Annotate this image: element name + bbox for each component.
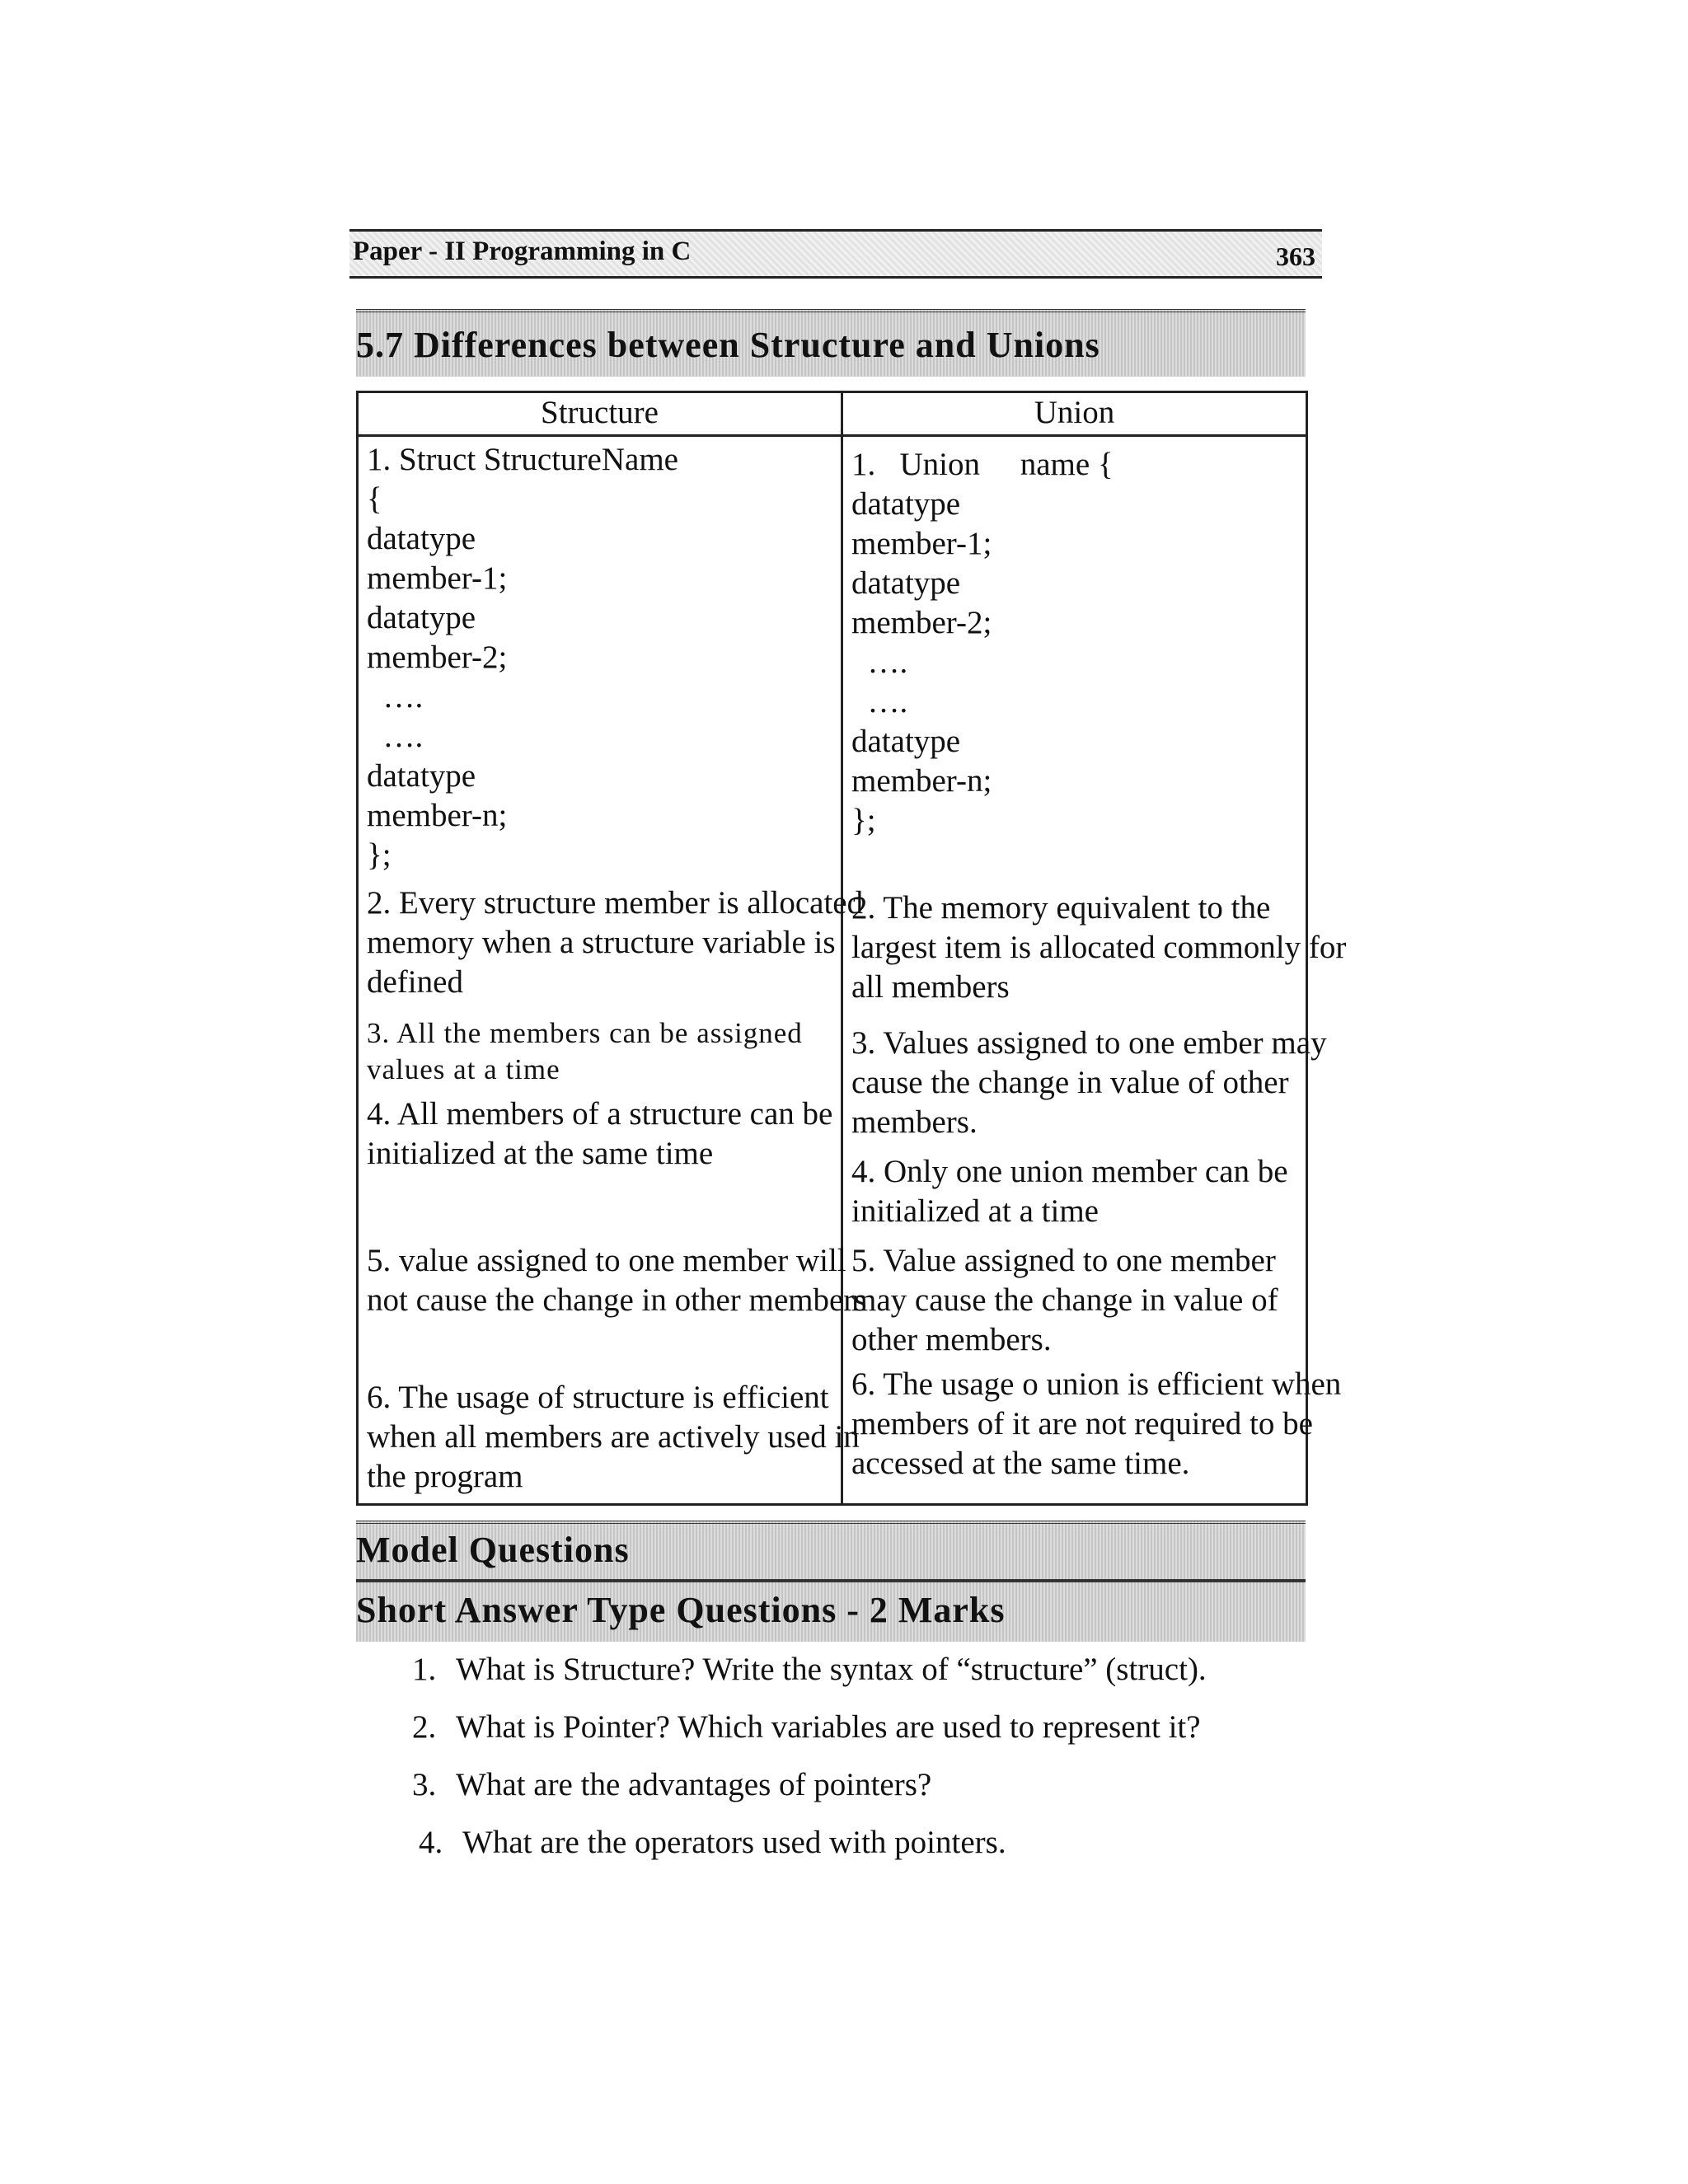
text-line: datatype [851,565,961,601]
table-row [358,1231,1307,1360]
question-text: What is Pointer? Which variables are used to represent it? [456,1709,1201,1745]
text-line: the program [367,1459,523,1494]
text-line: may cause the change in value of [851,1282,1278,1318]
list-item [412,1821,1319,1879]
structure-cell [358,436,842,884]
text-line: }; [367,837,392,873]
text-line: values at a time [367,1053,560,1085]
model-questions-heading: Model Questions [356,1530,630,1570]
text-line: …. [367,719,424,754]
text-line: initialized at a time [851,1193,1099,1229]
text-line: 1. Union name { [851,447,1114,482]
question-number: 2. [412,1709,437,1745]
structure-column-header: Structure [358,392,842,436]
table-row [358,883,1307,1010]
structure-cell [358,883,864,1010]
question-number: 4. [419,1825,443,1860]
union-cell [842,1231,1307,1360]
table-row [358,1360,1307,1505]
text-line: 5. value assigned to one member will [367,1243,846,1278]
question-text: What are the advantages of pointers? [456,1767,932,1802]
list-item [412,1648,1319,1706]
question-list [412,1648,1319,1879]
text-line: 5. Value assigned to one member [851,1243,1276,1278]
page-number: 363 [1276,241,1315,271]
section-heading-band [356,309,1306,377]
union-cell [842,1360,1342,1505]
text-line: cause the change in value of other [851,1065,1289,1100]
text-line: member-n; [367,798,508,833]
text-line: members. [851,1104,978,1140]
question-number: 1. [412,1652,437,1687]
text-line: members of it are not required to be [851,1406,1313,1441]
text-line: …. [851,684,908,719]
text-line: …. [851,644,908,680]
union-cell [842,1010,1327,1231]
text-line: 2. Every structure member is allocated [367,885,864,921]
text-line: 6. The usage of structure is efficient [367,1380,829,1415]
text-line: other members. [851,1322,1052,1357]
text-line: 3. All the members can be assigned [367,1017,803,1049]
text-line: defined [367,964,463,1000]
comparison-table [356,391,1347,1506]
page-header [349,229,1322,279]
short-answer-heading: Short Answer Type Questions - 2 Marks [356,1590,1006,1630]
text-line: datatype [367,600,476,635]
section-title: 5.7 Differences between Structure and Unions [356,325,1100,365]
table-row [358,1010,1307,1231]
text-line: 6. The usage o union is efficient when [851,1366,1342,1402]
text-line: datatype [367,758,476,794]
text-line: …. [367,679,424,715]
text-line: member-1; [851,526,992,561]
text-line: accessed at the same time. [851,1446,1190,1481]
text-line: { [367,481,382,517]
text-line: member-n; [851,763,992,799]
text-line: datatype [367,521,476,556]
header-title: Paper - II Programming in C [353,237,692,266]
text-line: member-1; [367,560,508,596]
text-line: datatype [851,486,961,522]
text-line: initialized at the same time [367,1136,714,1171]
list-item [412,1764,1319,1821]
question-text: What are the operators used with pointers. [462,1825,1006,1860]
text-line: not cause the change in other members [367,1282,867,1318]
text-line: memory when a structure variable is [367,925,836,960]
table-row [358,436,1307,884]
text-line: member-2; [367,640,508,675]
question-number: 3. [412,1767,437,1802]
question-text: What is Structure? Write the syntax of “structure” (struct). [456,1652,1207,1687]
text-line: 3. Values assigned to one ember may [851,1025,1327,1061]
text-line: 2. The memory equivalent to the [851,890,1271,926]
text-line: }; [851,803,876,838]
union-cell [842,883,1347,1010]
structure-cell [358,1231,867,1360]
text-line: datatype [851,724,961,759]
list-item [412,1706,1319,1764]
structure-cell [358,1010,842,1231]
text-line: when all members are actively used in [367,1419,860,1455]
text-line: 4. Only one union member can be [851,1154,1288,1189]
text-line: all members [851,969,1010,1005]
text-line: 1. Struct StructureName [367,442,678,477]
union-cell [842,436,1307,884]
text-line: member-2; [851,605,992,640]
text-line: largest item is allocated commonly for [851,930,1347,965]
union-column-header: Union [842,392,1307,436]
model-questions-band [356,1521,1306,1580]
short-answer-band [356,1579,1306,1642]
structure-cell [358,1360,860,1505]
text-line: 4. All members of a structure can be [367,1096,833,1132]
